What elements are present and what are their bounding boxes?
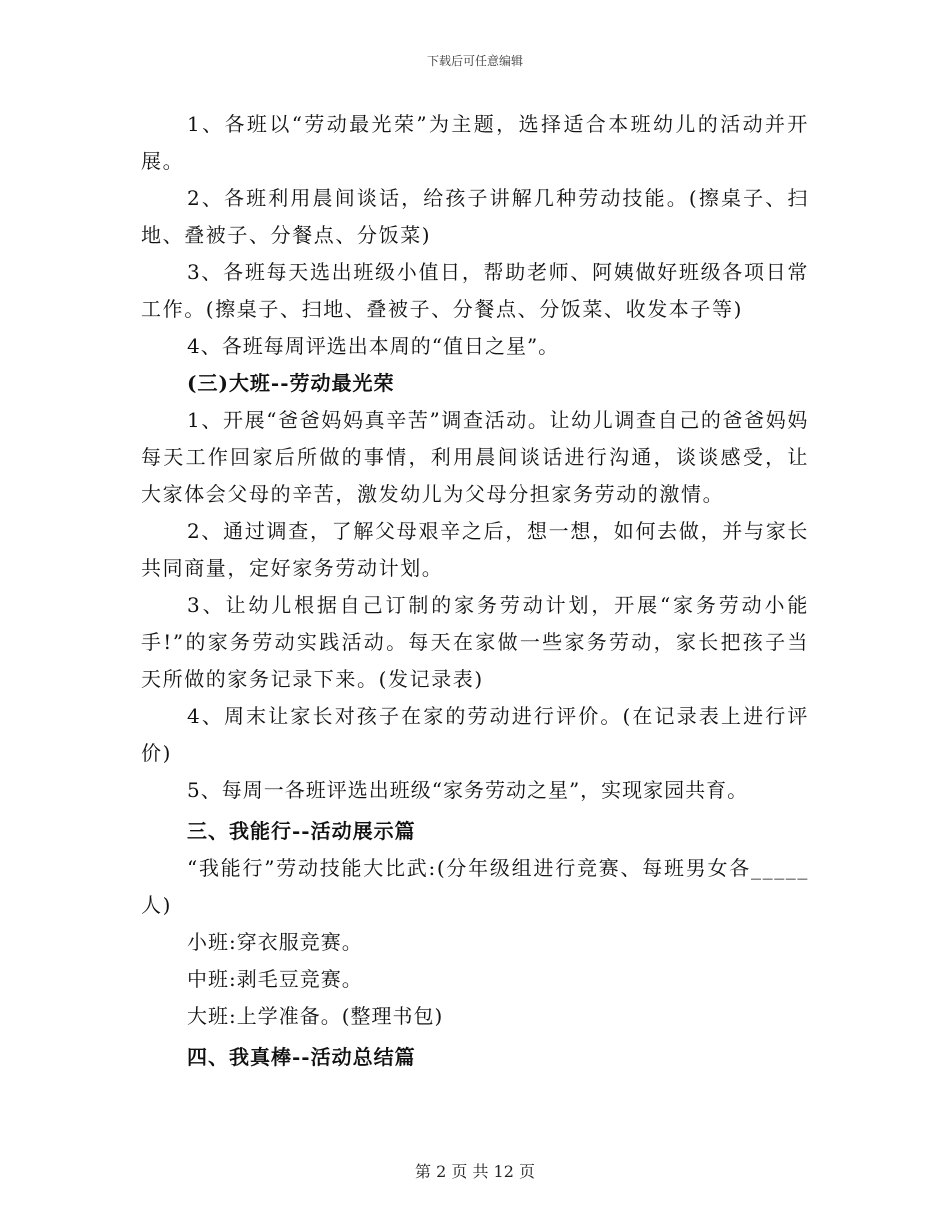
section-heading-4: 四、我真棒--活动总结篇: [187, 1045, 416, 1069]
subheading-big-class: (三)大班--劳动最光荣: [187, 371, 395, 395]
paragraph-item-13: 大班:上学准备。(整理书包): [187, 1004, 444, 1028]
paragraph-item-12: 中班:剥毛豆竞赛。: [187, 967, 363, 991]
paragraph-item-7: 3、让幼儿根据自己订制的家务劳动计划，开展“家务劳动小能手!”的家务劳动实践活动。每天在家做一些家务劳动，家长把孩子当天所做的家务记录下来。(发记录表): [141, 593, 809, 691]
page-header: 下载后可任意编辑: [426, 54, 523, 68]
section-heading-3: 三、我能行--活动展示篇: [187, 819, 416, 843]
paragraph-item-2: 2、各班利用晨间谈话，给孩子讲解几种劳动技能。(擦桌子、扫地、叠被子、分餐点、分饭菜): [141, 186, 809, 247]
paragraph-item-10: “我能行”劳动技能大比武:(分年级组进行竞赛、每班男女各_____人): [141, 856, 809, 917]
paragraph-item-4: 4、各班每周评选出本周的“值日之星”。: [187, 334, 560, 358]
paragraph-item-8: 4、周末让家长对孩子在家的劳动进行评价。(在记录表上进行评价): [141, 704, 809, 765]
paragraph-item-1: 1、各班以“劳动最光荣”为主题，选择适合本班幼儿的活动并开展。: [141, 112, 809, 173]
paragraph-item-11: 小班:穿衣服竞赛。: [187, 930, 363, 954]
document-body: [141, 106, 809, 1076]
page-number: 第 2 页 共 12 页: [415, 1162, 535, 1181]
paragraph-item-6: 2、通过调查，了解父母艰辛之后，想一想，如何去做，并与家长共同商量，定好家务劳动计划。: [141, 519, 809, 580]
paragraph-item-3: 3、各班每天选出班级小值日，帮助老师、阿姨做好班级各项日常工作。(擦桌子、扫地、叠被子、分餐点、分饭菜、收发本子等): [141, 260, 809, 321]
paragraph-item-9: 5、每周一各班评选出班级“家务劳动之星”，实现家园共育。: [187, 778, 749, 802]
paragraph-item-5: 1、开展“爸爸妈妈真辛苦”调查活动。让幼儿调查自己的爸爸妈妈每天工作回家后所做的事情，利用晨间谈话进行沟通，谈谈感受，让大家体会父母的辛苦，激发幼儿为父母分担家务劳动的激情。: [141, 408, 809, 506]
